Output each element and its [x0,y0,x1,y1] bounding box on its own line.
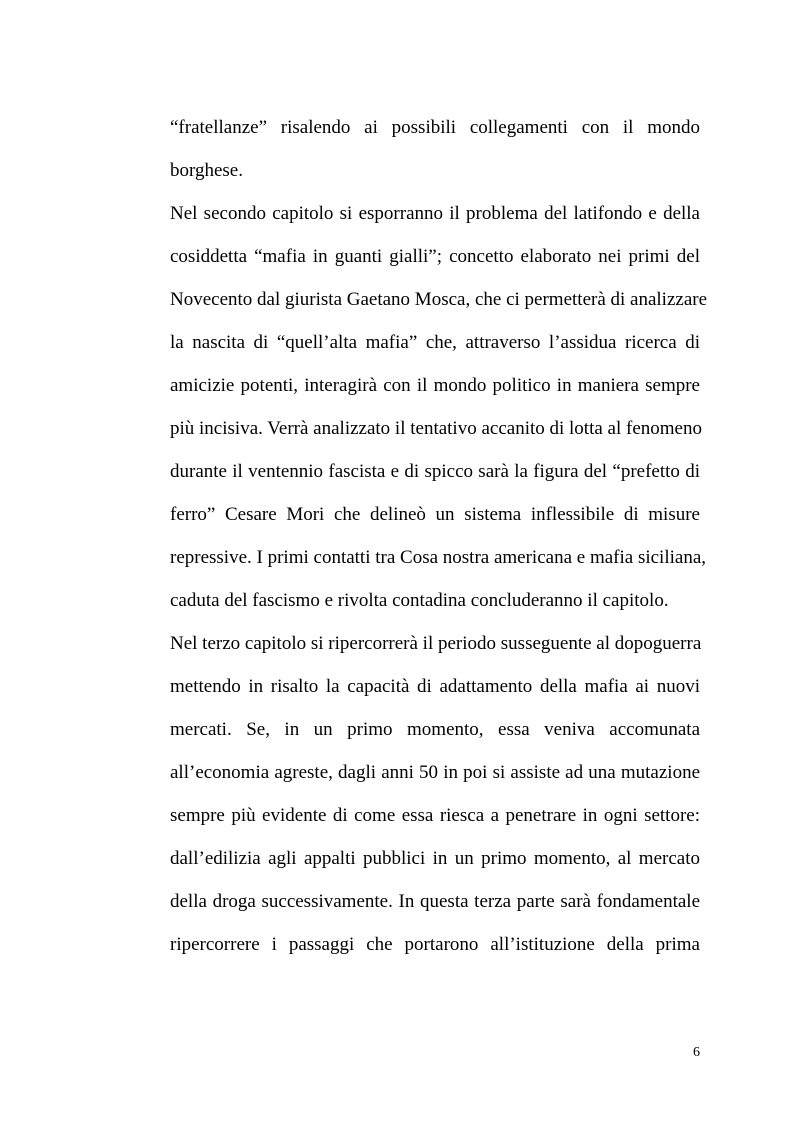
text-line: mettendo in risalto la capacità di adattamento della mafia ai nuovi [170,676,700,697]
text-line: la nascita di “quell’alta mafia” che, attraverso l’assidua ricerca di [170,332,700,353]
text-line: caduta del fascismo e rivolta contadina concluderanno il capitolo. [170,590,669,611]
text-line: cosiddetta “mafia in guanti gialli”; concetto elaborato nei primi del [170,246,700,267]
text-line: durante il ventennio fascista e di spicco sarà la figura del “prefetto di [170,461,700,482]
body-text [170,106,708,966]
text-line: ferro” Cesare Mori che delineò un sistema inflessibile di misure [170,504,700,525]
text-line: ripercorrere i passaggi che portarono all’istituzione della prima [170,934,700,955]
text-line: Novecento dal giurista Gaetano Mosca, che ci permetterà di analizzare [170,289,708,310]
text-line: più incisiva. Verrà analizzato il tentativo accanito di lotta al fenomeno [170,418,702,439]
text-line: “fratellanze” risalendo ai possibili collegamenti con il mondo [170,117,700,138]
text-line: sempre più evidente di come essa riesca a penetrare in ogni settore: [170,805,700,826]
text-line: dall’edilizia agli appalti pubblici in un primo momento, al mercato [170,848,700,869]
text-line: mercati. Se, in un primo momento, essa veniva accomunata [170,719,700,740]
text-line: della droga successivamente. In questa terza parte sarà fondamentale [170,891,700,912]
text-line: Nel secondo capitolo si esporranno il problema del latifondo e della [170,203,700,224]
text-line: Nel terzo capitolo si ripercorrerà il periodo susseguente al dopoguerra [170,633,702,654]
text-line: borghese. [170,160,243,181]
text-line: repressive. I primi contatti tra Cosa nostra americana e mafia siciliana, [170,547,707,568]
page-number: 6 [693,1045,700,1060]
text-line: all’economia agreste, dagli anni 50 in poi si assiste ad una mutazione [170,762,700,783]
text-line: amicizie potenti, interagirà con il mondo politico in maniera sempre [170,375,700,396]
